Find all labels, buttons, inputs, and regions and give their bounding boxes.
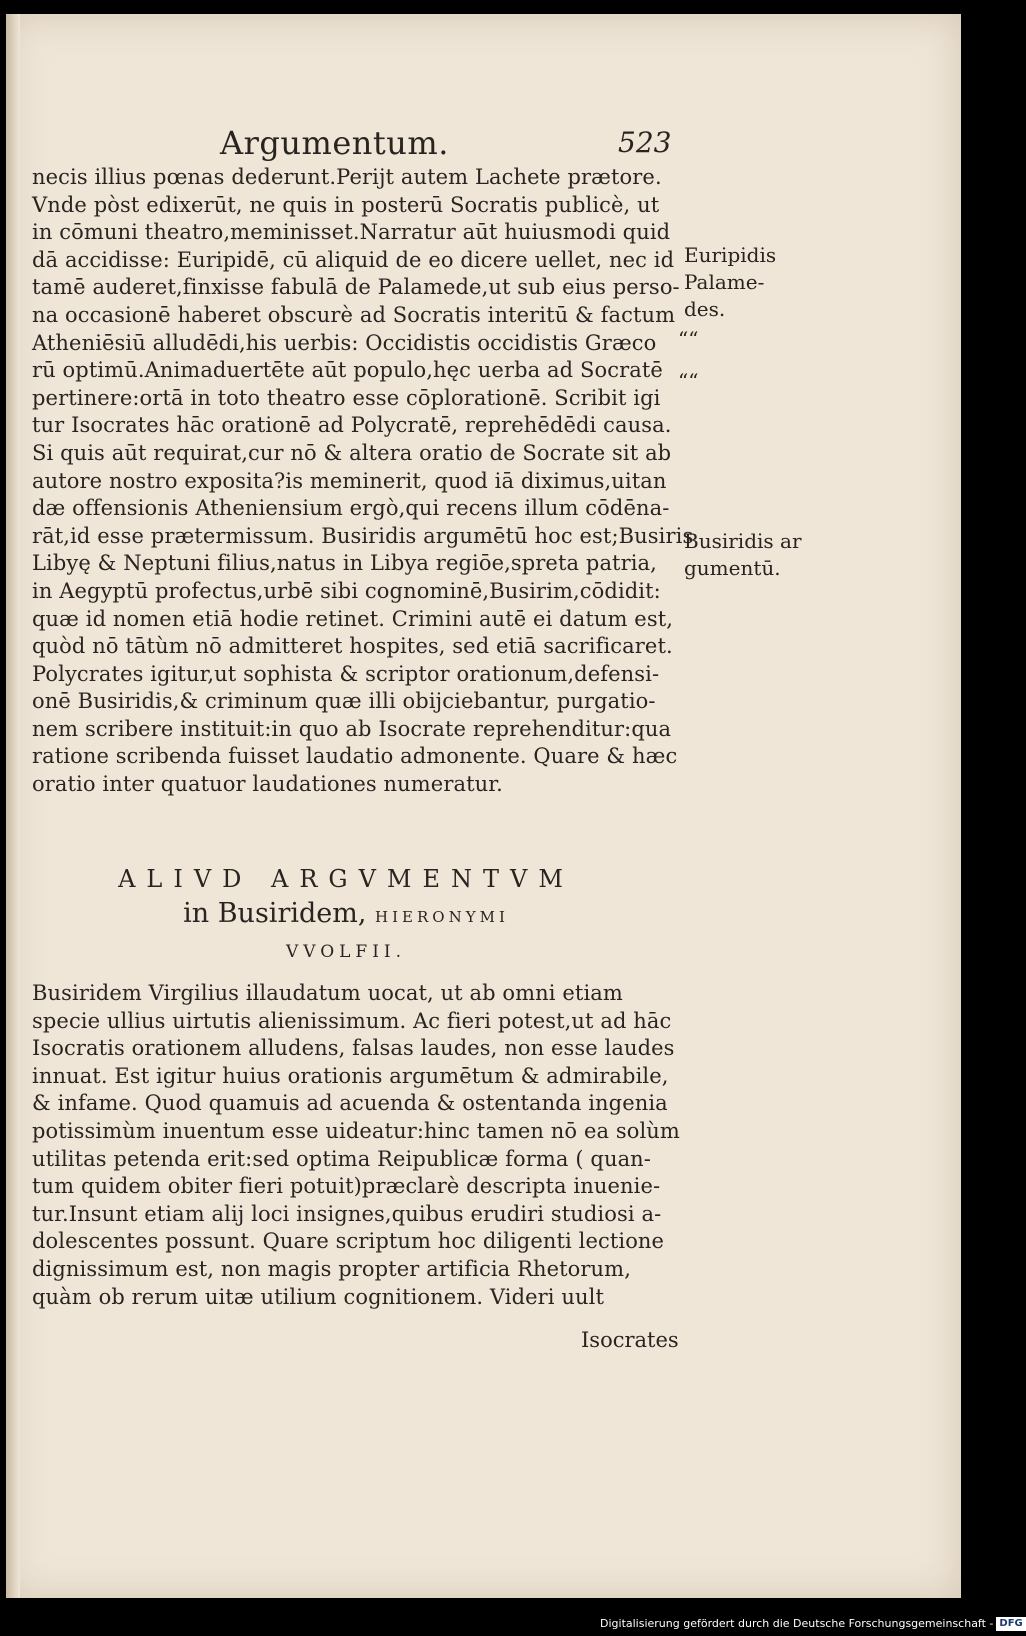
text-line: dolescentes possunt. Quare scriptum hoc diligenti lectione bbox=[32, 1229, 665, 1254]
text-line: quæ id nomen etiā hodie retinet. Crimini autē ei datum est, bbox=[32, 606, 674, 631]
text-line: rāt,id esse prætermissum. Busiridis argumētū hoc est;Busiris bbox=[32, 523, 694, 548]
text-line: oratio inter quatuor laudationes numeratur. bbox=[32, 772, 503, 797]
text-line: & infame. Quod quamuis ad acuenda & ostentanda ingenia bbox=[32, 1091, 668, 1116]
text-line: quàm ob rerum uitæ utilium cognitionem. Videri uult bbox=[32, 1284, 604, 1309]
page-header bbox=[6, 114, 961, 164]
text-line: tum quidem obiter fieri potuit)præclarè descripta inuenie- bbox=[32, 1174, 661, 1199]
text-line: utilitas petenda erit:sed optima Reipublicæ forma ( quan- bbox=[32, 1146, 652, 1171]
text-line: innuat. Est igitur huius orationis argumētum & admirabile, bbox=[32, 1063, 669, 1088]
body-text-block bbox=[32, 164, 694, 799]
text-line: dignissimum est, non magis propter artificia Rhetorum, bbox=[32, 1256, 631, 1281]
text-line: autore nostro exposita?is meminerit, quod iā diximus,uitan bbox=[32, 468, 667, 493]
digitization-footer bbox=[600, 1614, 1023, 1634]
book-page bbox=[6, 14, 961, 1598]
section-heading-line3: VVOLFII. bbox=[285, 942, 407, 962]
text-line: Busiridem Virgilius illaudatum uocat, ut ab omni etiam bbox=[32, 981, 623, 1005]
text-line: na occasionē haberet obscurè ad Socratis interitū & factum bbox=[32, 302, 676, 327]
text-line: Isocratis orationem alludens, falsas laudes, non esse laudes bbox=[32, 1036, 675, 1061]
section-heading-line2 bbox=[6, 896, 686, 935]
text-line: specie ullius uirtutis alienissimum. Ac fieri potest,ut ad hāc bbox=[32, 1008, 672, 1033]
text-line: Libyę & Neptuni filius,natus in Libya regiōe,spreta patria, bbox=[32, 551, 657, 576]
margin-quote-mark: ““ bbox=[678, 369, 699, 393]
text-line: Vnde pòst edixerūt, ne quis in posterū Socratis publicè, ut bbox=[32, 192, 660, 217]
running-head: Argumentum. bbox=[220, 124, 449, 162]
text-line: Polycrates igitur,ut sophista & scriptor orationum,defensi- bbox=[32, 661, 660, 686]
margin-note: Palame- bbox=[684, 270, 765, 294]
text-line: Atheniēsiū alludēdi,his uerbis: Occidistis occidistis Græco bbox=[32, 330, 657, 355]
text-line: ratione scribenda fuisset laudatio admonente. Quare & hæc bbox=[32, 744, 678, 769]
text-line: rū optimū.Animaduertēte aūt populo,hęc uerba ad Socratē bbox=[32, 358, 663, 383]
section-heading-author: HIERONYMI bbox=[375, 908, 509, 926]
catchword: Isocrates bbox=[581, 1328, 679, 1352]
text-line: dæ offensionis Atheniensium ergò,qui recens illum cōdēna- bbox=[32, 496, 670, 521]
text-line: nem scribere instituit:in quo ab Isocrate reprehenditur:qua bbox=[32, 716, 672, 741]
margin-note: des. bbox=[684, 297, 726, 321]
margin-note: Euripidis bbox=[684, 243, 777, 267]
section-heading-line1: ALIVD ARGVMENTVM bbox=[118, 865, 574, 893]
text-line: tur.Insunt etiam alij loci insignes,quibus erudiri studiosi a- bbox=[32, 1201, 662, 1226]
section-heading-main: in Busiridem, bbox=[183, 898, 376, 929]
text-line: tamē auderet,finxisse fabulā de Palamede,ut sub eius perso- bbox=[32, 275, 680, 300]
text-line: potissimùm inuentum esse uideatur:hinc tamen nō ea solùm bbox=[32, 1118, 680, 1143]
margin-note: Busiridis ar bbox=[684, 529, 802, 553]
page-gutter-shadow bbox=[6, 14, 20, 1598]
text-line: Si quis aūt requirat,cur nō & altera oratio de Socrate sit ab bbox=[32, 440, 672, 465]
text-line: tur Isocrates hāc orationē ad Polycratē, reprehēdēdi causa. bbox=[32, 413, 672, 438]
text-line: quòd nō tātùm nō admitteret hospites, sed etiā sacrificaret. bbox=[32, 634, 673, 659]
margin-quote-mark: ““ bbox=[678, 327, 699, 351]
text-line: in cōmuni theatro,meminisset.Narratur aūt huiusmodi quid bbox=[32, 220, 671, 245]
text-line: necis illius pœnas dederunt.Perijt autem Lachete prætore. bbox=[32, 165, 662, 189]
text-line: in Aegyptū profectus,urbē sibi cognominē,Busirim,cōdidit: bbox=[32, 578, 661, 603]
text-line: onē Busiridis,& criminum quæ illi obijciebantur, purgatio- bbox=[32, 689, 656, 714]
folio-number: 523 bbox=[618, 126, 672, 159]
dfg-logo: DFG bbox=[996, 1617, 1025, 1631]
footer-credit: Digitalisierung gefördert durch die Deutsche Forschungsgemeinschaft - bbox=[600, 1617, 994, 1630]
text-line: dā accidisse: Euripidē, cū aliquid de eo dicere uellet, nec id bbox=[32, 247, 675, 272]
margin-note: gumentū. bbox=[684, 556, 781, 580]
text-line: pertinere:ortā in toto theatro esse cōplorationē. Scribit igi bbox=[32, 385, 661, 410]
section-heading bbox=[6, 862, 686, 969]
body-text-block-2 bbox=[32, 980, 680, 1311]
